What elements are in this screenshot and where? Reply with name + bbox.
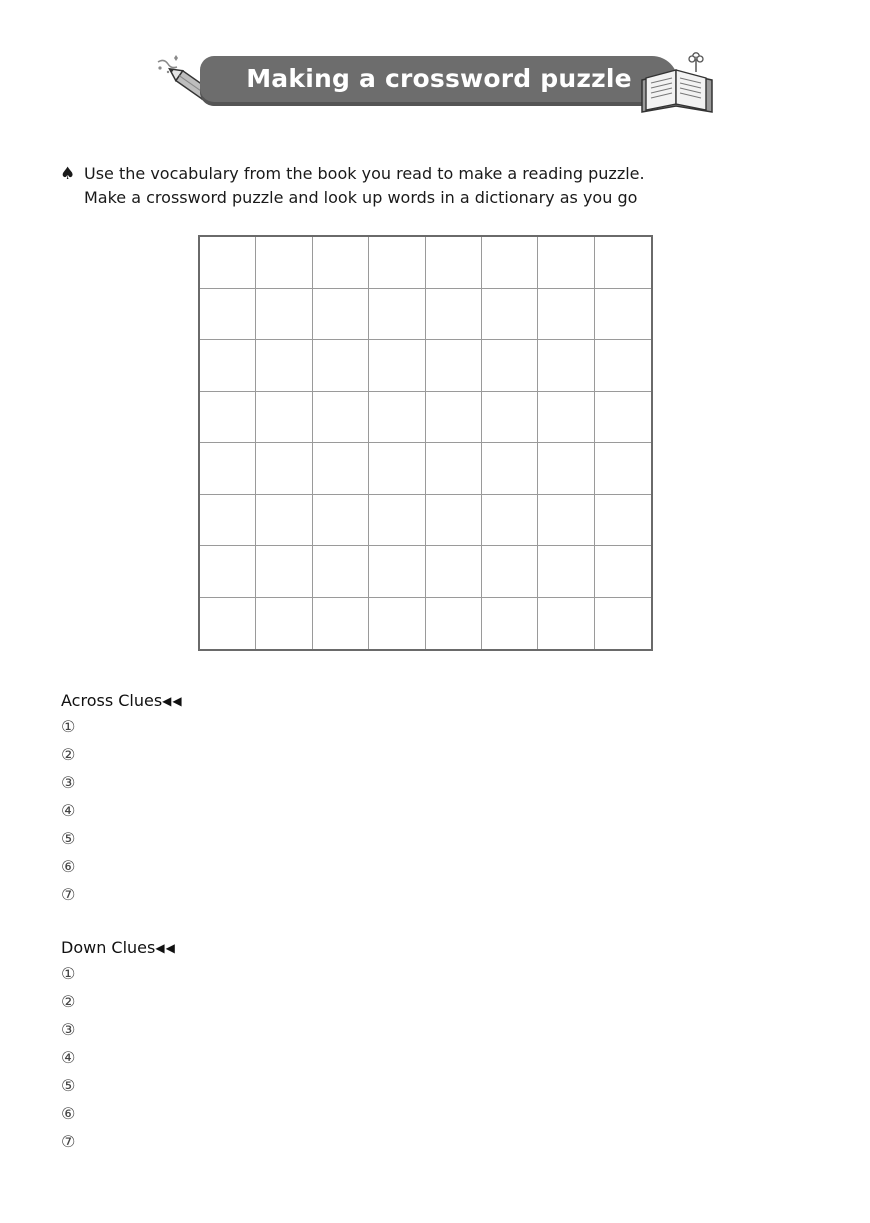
open-book-icon [636,50,716,120]
crossword-cell[interactable] [595,443,651,495]
crossword-cell[interactable] [200,289,256,341]
instruction-line-2: Make a crossword puzzle and look up words in a dictionary as you go [84,188,638,207]
crossword-grid [198,235,653,651]
crossword-cell[interactable] [595,495,651,547]
crossword-cell[interactable] [426,443,482,495]
crossword-cell[interactable] [369,443,425,495]
crossword-cell[interactable] [482,495,538,547]
crossword-cell[interactable] [313,546,369,598]
crossword-cell[interactable] [369,598,425,650]
title-banner [200,56,678,106]
crossword-cell[interactable] [595,237,651,289]
crossword-cell[interactable] [369,237,425,289]
left-arrows-icon: ◀◀ [162,694,183,708]
crossword-cell[interactable] [313,289,369,341]
crossword-cell[interactable] [426,340,482,392]
across-clue-list [61,713,801,909]
down-clue-item: ⑥ [61,1104,76,1123]
across-clue-item: ③ [61,773,76,792]
crossword-cell[interactable] [256,546,312,598]
crossword-cell[interactable] [482,237,538,289]
down-clue-item: ① [61,964,76,983]
crossword-cell[interactable] [482,289,538,341]
crossword-cell[interactable] [595,546,651,598]
crossword-cell[interactable] [538,237,594,289]
down-clues-section [61,936,801,1156]
crossword-cell[interactable] [426,495,482,547]
crossword-cell[interactable] [538,443,594,495]
across-clue-item: ④ [61,801,76,820]
across-clue-item: ② [61,745,76,764]
down-clue-item: ② [61,992,76,1011]
crossword-cell[interactable] [200,237,256,289]
crossword-cell[interactable] [200,392,256,444]
crossword-cell[interactable] [595,289,651,341]
across-clue-item: ⑦ [61,885,76,904]
crossword-cell[interactable] [595,340,651,392]
crossword-cell[interactable] [538,495,594,547]
crossword-cell[interactable] [426,392,482,444]
crossword-cell[interactable] [256,598,312,650]
down-clue-list [61,960,801,1156]
crossword-cell[interactable] [482,392,538,444]
crossword-cell[interactable] [595,598,651,650]
crossword-cell[interactable] [482,340,538,392]
crossword-cell[interactable] [482,546,538,598]
crossword-cell[interactable] [313,237,369,289]
down-clues-heading [61,936,801,960]
crossword-cell[interactable] [200,443,256,495]
page-title: Making a crossword puzzle [246,64,632,93]
spade-bullet-icon: ♠ [60,164,76,184]
down-clues-label: Down Clues [61,938,156,957]
crossword-cell[interactable] [313,495,369,547]
across-clue-item: ⑥ [61,857,76,876]
crossword-cell[interactable] [313,443,369,495]
crossword-cell[interactable] [200,340,256,392]
crossword-cell[interactable] [200,598,256,650]
crossword-cell[interactable] [538,392,594,444]
crossword-cell[interactable] [256,443,312,495]
across-clues-section [61,689,801,909]
instruction-line-1: Use the vocabulary from the book you read to make a reading puzzle. [84,164,645,183]
crossword-cell[interactable] [200,495,256,547]
crossword-cell[interactable] [313,392,369,444]
crossword-cell[interactable] [426,289,482,341]
across-clue-item: ① [61,717,76,736]
crossword-cell[interactable] [256,237,312,289]
down-clue-item: ⑤ [61,1076,76,1095]
crossword-cell[interactable] [313,598,369,650]
crossword-cell[interactable] [369,495,425,547]
crossword-cell[interactable] [538,289,594,341]
crossword-cell[interactable] [256,392,312,444]
crossword-cell[interactable] [200,546,256,598]
down-clue-item: ④ [61,1048,76,1067]
down-clue-item: ⑦ [61,1132,76,1151]
crossword-cell[interactable] [538,598,594,650]
down-clue-item: ③ [61,1020,76,1039]
instructions [60,162,820,210]
crossword-cell[interactable] [595,392,651,444]
crossword-cell[interactable] [369,289,425,341]
crossword-cell[interactable] [538,546,594,598]
crossword-cell[interactable] [426,237,482,289]
crossword-cell[interactable] [313,340,369,392]
across-clues-heading [61,689,801,713]
crossword-cell[interactable] [256,340,312,392]
crossword-cell[interactable] [256,289,312,341]
left-arrows-icon: ◀◀ [155,941,176,955]
across-clue-item: ⑤ [61,829,76,848]
crossword-cell[interactable] [369,546,425,598]
crossword-cell[interactable] [256,495,312,547]
crossword-cell[interactable] [426,546,482,598]
crossword-cell[interactable] [482,443,538,495]
across-clues-label: Across Clues [61,691,163,710]
crossword-cell[interactable] [482,598,538,650]
crossword-cell[interactable] [369,340,425,392]
crossword-cell[interactable] [369,392,425,444]
crossword-cell[interactable] [538,340,594,392]
crossword-cell[interactable] [426,598,482,650]
